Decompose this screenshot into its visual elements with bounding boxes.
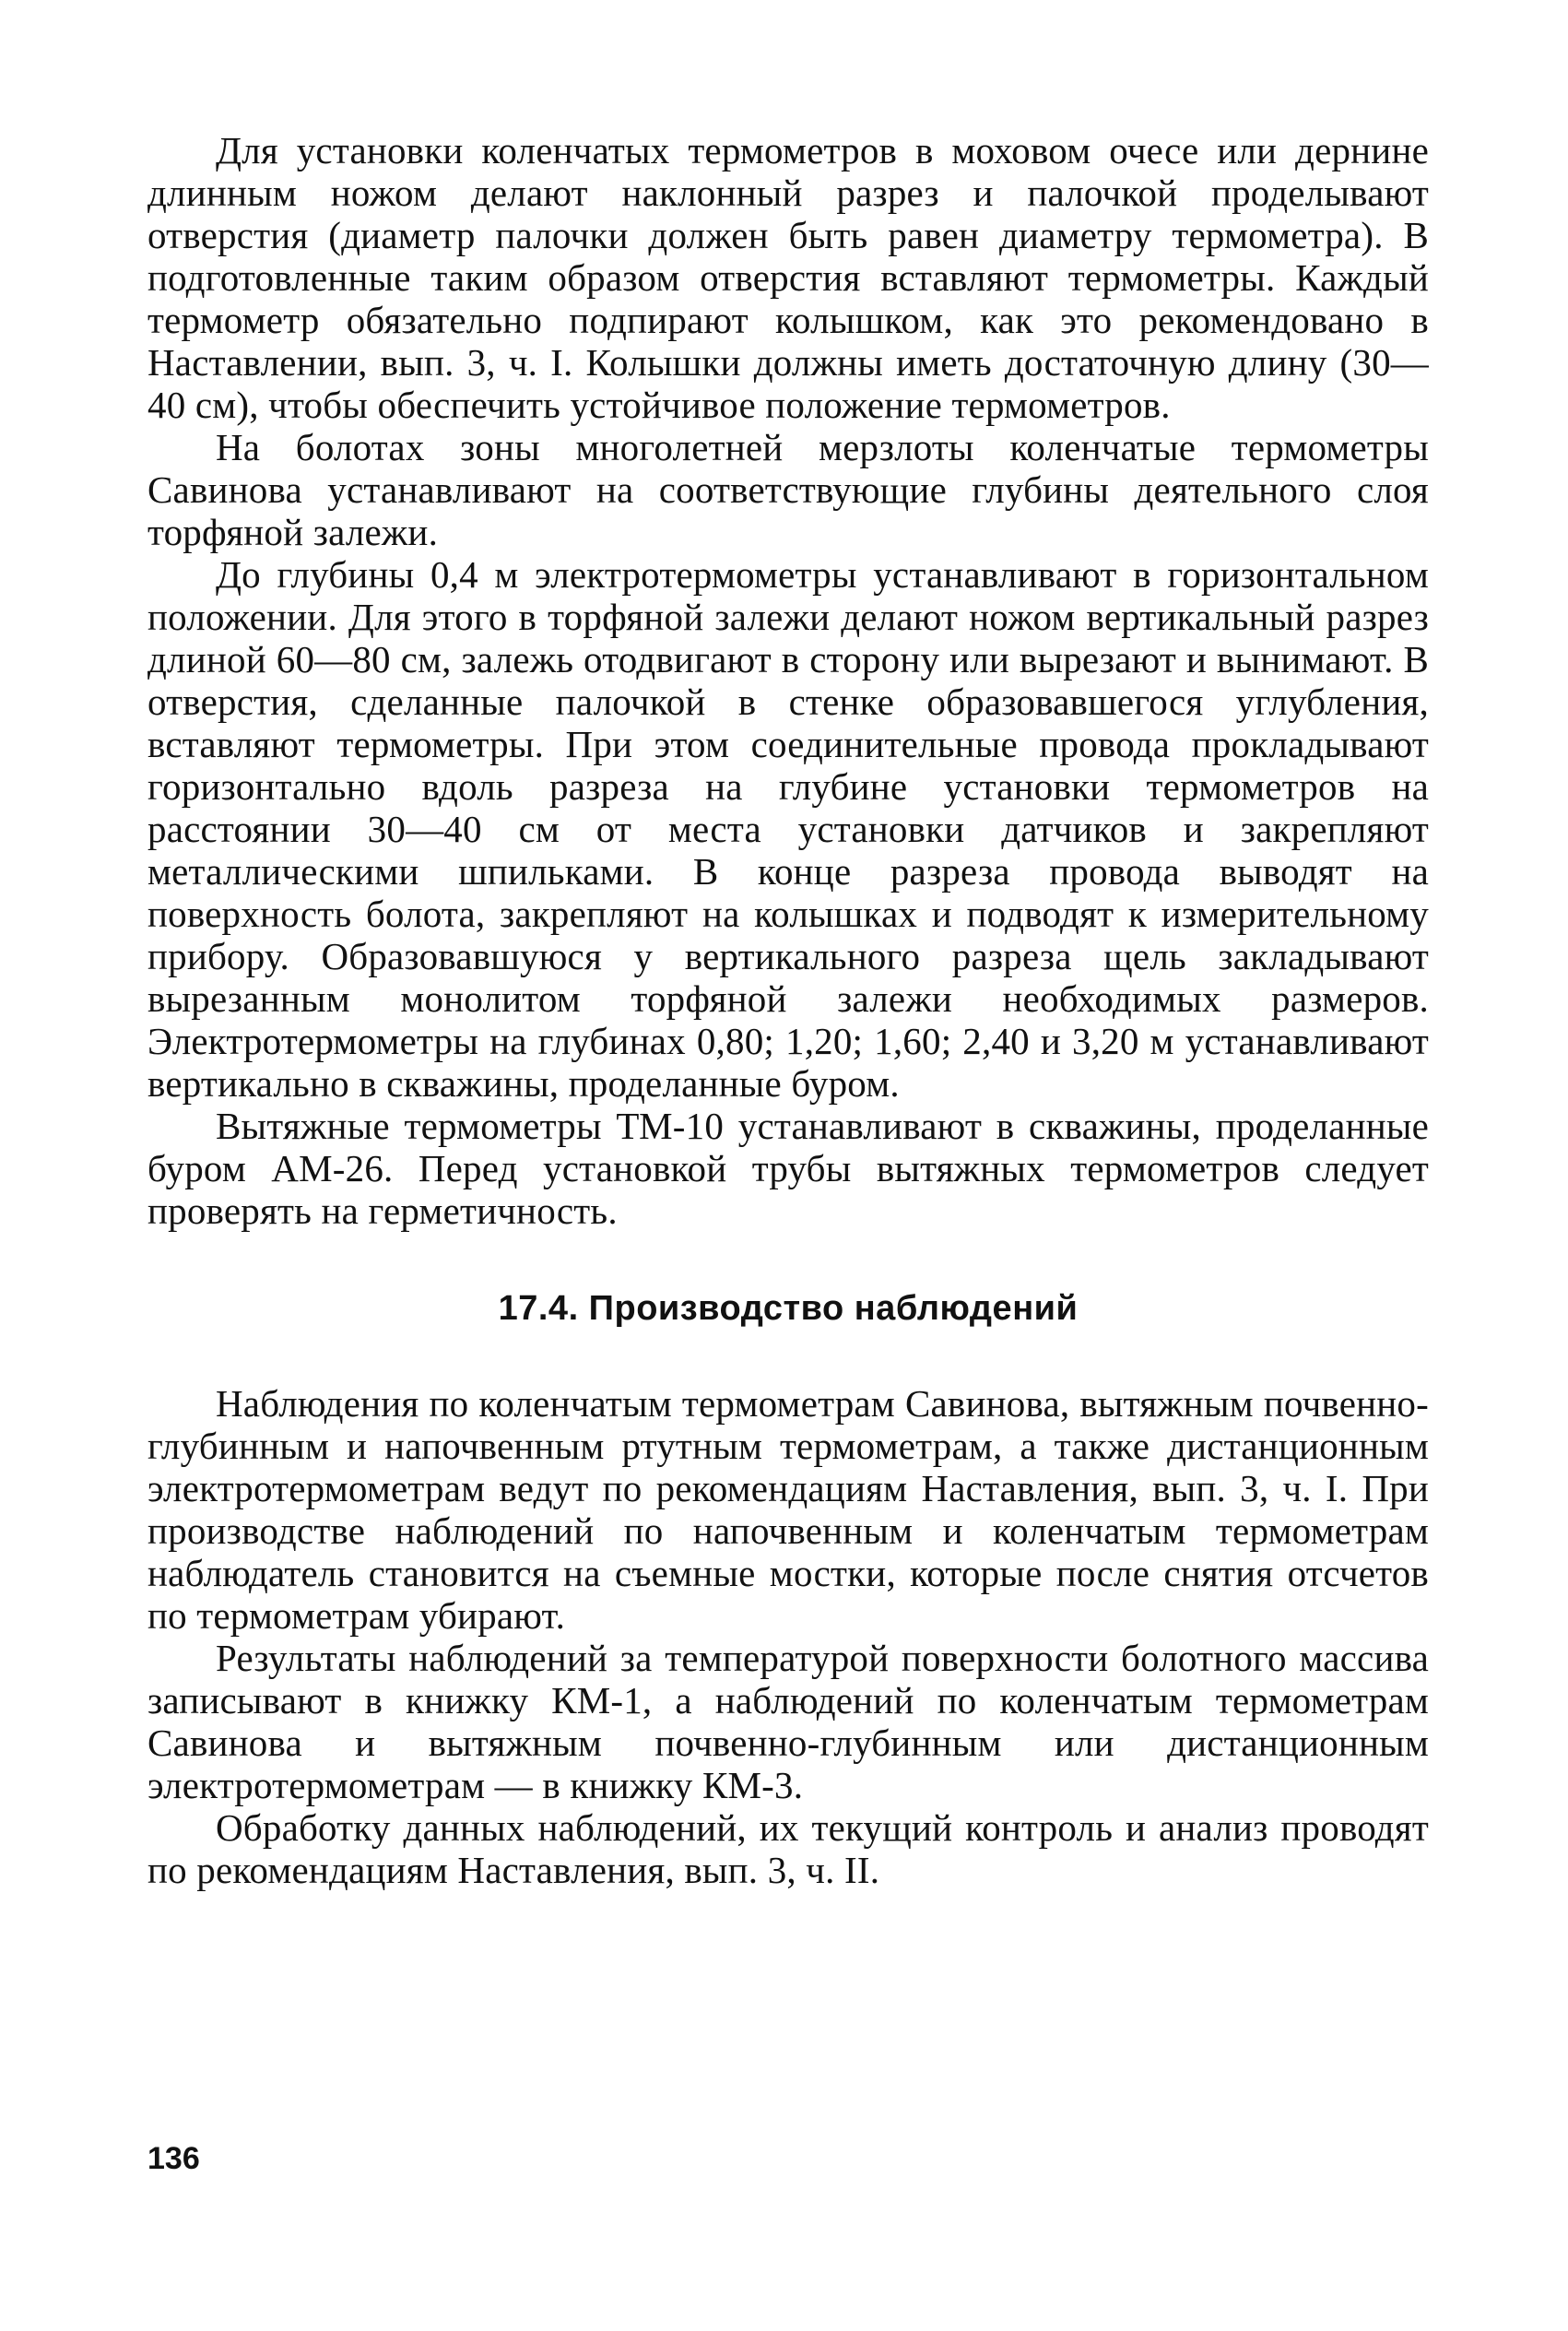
page-number: 136: [147, 2141, 200, 2176]
paragraph-elektrotermometry: До глубины 0,4 м электротермометры устанавливают в горизонтальном положении. Для этого в торфяной залежи делают ножом вертикальный разрез длиной 60—80 см, залежь отодвигают в сторону или вырезают и вынимают. В отверстия, сделанные палочкой в стенке образовавшегося углубления, вставляют термометры. При этом соединительные провода прокладывают горизонтально вдоль разреза на глубине установки термометров на расстоянии 30—40 см от места установки датчиков и закрепляют металлическими шпильками. В конце разреза провода выводят на поверхность болота, закрепляют на колышках и подводят к измерительному прибору. Образовавшуюся у вертикального разреза щель закладывают вырезанным монолитом торфяной залежи необходимых размеров. Электротермометры на глубинах 0,80; 1,20; 1,60; 2,40 и 3,20 м устанавливают вертикально в скважины, проделанные буром.: [147, 553, 1429, 1105]
page-body: [147, 129, 1429, 1891]
section-heading: 17.4. Производство наблюдений: [498, 1289, 1079, 1328]
paragraph-nablyudeniya: Наблюдения по коленчатым термометрам Савинова, вытяжным почвенно-глубинным и напочвенным ртутным термометрам, а также дистанционным электротермометрам ведут по рекомендациям Наставления, вып. 3, ч. I. При производстве наблюдений по напочвенным и коленчатым термометрам наблюдатель становится на съемные мостки, которые после снятия отсчетов по термометрам убирают.: [147, 1382, 1429, 1637]
paragraph-obrabotka: Обработку данных наблюдений, их текущий контроль и анализ проводят по рекомендациям Наставления, вып. 3, ч. II.: [147, 1806, 1429, 1891]
paragraph-rezultaty: Результаты наблюдений за температурой поверхности болотного массива записывают в книжку КМ-1, а наблюдений по коленчатым термометрам Савинова и вытяжным почвенно-глубинным или дистанционным электротермометрам — в книжку КМ-3.: [147, 1637, 1429, 1806]
paragraph-kolenchatye-ustanovka: Для установки коленчатых термометров в моховом очесе или дернине длинным ножом делают наклонный разрез и палочкой проделывают отверстия (диаметр палочки должен быть равен диаметру термометра). В подготовленные таким образом отверстия вставляют термометры. Каждый термометр обязательно подпирают колышком, как это рекомендовано в Наставлении, вып. 3, ч. I. Колышки должны иметь достаточную длину (30—40 см), чтобы обеспечить устойчивое положение термометров.: [147, 129, 1429, 426]
paragraph-mnogoletnyaya-merzlota: На болотах зоны многолетней мерзлоты коленчатые термометры Савинова устанавливают на соответствующие глубины деятельного слоя торфяной залежи.: [147, 426, 1429, 553]
paragraph-vytyazhnye-termometry: Вытяжные термометры ТМ-10 устанавливают в скважины, проделанные буром АМ-26. Перед установкой трубы вытяжных термометров следует проверять на герметичность.: [147, 1105, 1429, 1232]
